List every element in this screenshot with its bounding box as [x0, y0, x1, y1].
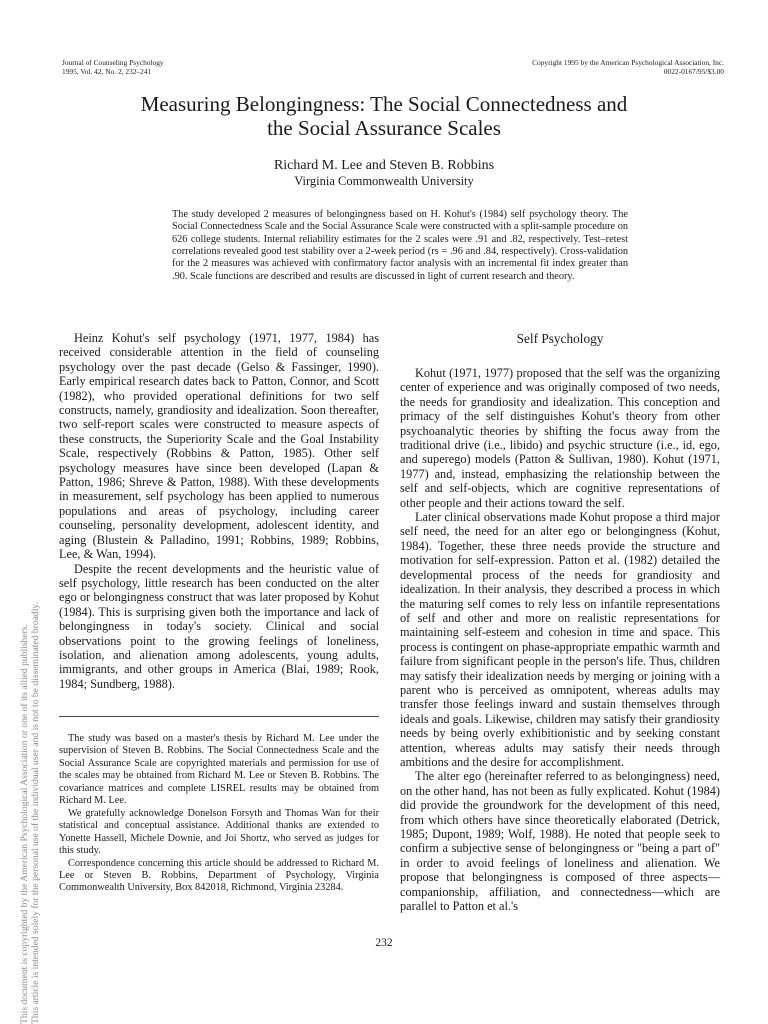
- side-notice-line-2: This article is intended solely for the personal use of the individual user and is not to be disseminated broadly.: [30, 602, 41, 1024]
- journal-name: Journal of Counseling Psychology: [62, 58, 164, 67]
- footnote: We gratefully acknowledge Donelson Forsyth and Thomas Wan for their statistical and conceptual assistance. Additional thanks are extended to Yonette Hassell, Michele Downie, and Joi Shortz, who served as judges for this study.: [59, 807, 379, 857]
- section-heading: Self Psychology: [516, 331, 604, 346]
- right-column: [400, 331, 720, 913]
- body-paragraph: Later clinical observations made Kohut propose a third major self need, the need for an alter ego or belongingness (Kohut, 1984). Together, these three needs provide the structure and motivation for self-expression. Patton et al. (1982) detailed the developmental process of the needs for grandiosity and idealization. In their analysis, they described a process in which the maturing self comes to rely less on infantile representations of self and other and more on realistic representations for maintaining self-esteem and cohesion in time and space. This process is contingent on phase-appropriate empathic warmth and failure from significant people in the person's life. Thus, children may satisfy their idealization needs by merging or joining with a parent who is perceived as omnipotent, whereas adults may transfer those feelings inward and sustain themselves through ideals and goals. Likewise, children may satisfy their grandiosity needs by being overly exhibitionistic and by seeking constant attention, whereas adults may satisfy their needs through ambitions and the desire for accomplishment.: [400, 510, 720, 769]
- title-line-1: Measuring Belongingness: The Social Connectedness and: [140, 92, 628, 116]
- footnote: Correspondence concerning this article should be addressed to Richard M. Lee or Steven B. Robbins, Department of Psychology, Virginia Commonwealth University, Box 842018, Richmond, Virginia 23284.: [59, 857, 379, 894]
- footnotes: [59, 733, 379, 895]
- copyright-header: [532, 59, 724, 76]
- body-paragraph: Despite the recent developments and the heuristic value of self psychology, little research has been conducted on the alter ego or belongingness construct that was later proposed by Kohut (1984). This is surprising given both the importance and lack of belongingness in today's society. Clinical and social observations point to the growing feelings of loneliness, isolation, and alienation among adolescents, young adults, immigrants, and other groups in America (Blai, 1989; Rook, 1984; Sundberg, 1988).: [59, 561, 379, 691]
- body-paragraph: Kohut (1971, 1977) proposed that the self was the organizing center of experience and was originally composed of two needs, the needs for grandiosity and idealization. This conception and primacy of the self distinguishes Kohut's theory from other psychoanalytic theories by shifting the focus away from the traditional drive (i.e., libido) and psychic structure (i.e., id, ego, and superego) models (Patton & Sullivan, 1980). Kohut (1971, 1977) and, instead, emphasizing the relationship between the self and self-objects, which are cognitive representations of other people and their actions toward the self.: [400, 366, 720, 510]
- body-paragraph: The alter ego (hereinafter referred to as belongingness) need, on the other hand, has not been as fully explicated. Kohut (1984) did provide the groundwork for the development of this need, from which others have since theoretically elaborated (Detrick, 1985; Dupont, 1989; Wolf, 1988). He noted that people seek to confirm a subjective sense of belongingness or "being a part of" in order to avoid feelings of loneliness and alienation. We propose that belongingness is composed of three aspects—companionship, affiliation, and connectedness—which are parallel to Patton et al.'s: [400, 769, 720, 914]
- footnote-divider: [59, 716, 379, 717]
- authors: Richard M. Lee and Steven B. Robbins: [273, 158, 495, 173]
- issn-code: 0022-0167/95/$3.00: [663, 66, 724, 76]
- affiliation: Virginia Commonwealth University: [294, 174, 474, 188]
- journal-header: [62, 59, 164, 76]
- copyright-line: Copyright 1995 by the American Psychological Association, Inc.: [532, 58, 724, 67]
- title-line-2: the Social Assurance Scales: [267, 115, 501, 140]
- left-column: [59, 331, 379, 691]
- page-number: 232: [375, 937, 393, 949]
- abstract: The study developed 2 measures of belongingness based on H. Kohut's (1984) self psychology theory. The Social Connectedness Scale and the Social Assurance Scale were constructed with a split-sample procedure on 626 college students. Internal reliability estimates for the 2 scales were .91 and .82, respectively. Test–retest correlations revealed good test stability over a 2-week period (rs = .96 and .84, respectively). Cross-validation for the 2 measures was achieved with confirmatory factor analysis with an incremental fit index greater than .90. Scale functions are described and results are discussed in light of current research and theory.: [172, 209, 628, 282]
- body-paragraph: Heinz Kohut's self psychology (1971, 1977, 1984) has received considerable attention in the field of counseling psychology over the past decade (Gelso & Fassinger, 1990). Early empirical research dates back to Patton, Connor, and Scott (1982), who provided operational definitions for two self constructs, namely, grandiosity and idealization. Soon thereafter, two self-report scales were constructed to measure aspects of these constructs, the Superiority Scale and the Goal Instability Scale, respectively (Robbins & Patton, 1985). Other self psychology measures have since been developed (Lapan & Patton, 1986; Shreve & Patton, 1988). With these developments in measurement, self psychology has been applied to numerous populations and areas of psychology, including career counseling, personality development, adolescent identity, and aging (Blustein & Palladino, 1991; Robbins, 1989; Robbins, Lee, & Wan, 1994).: [59, 331, 379, 562]
- copyright-side-notice: [19, 264, 41, 1024]
- side-notice-line-1: This document is copyrighted by the American Psychological Association or one of its allied publishers.: [19, 624, 30, 1024]
- volume-info: 1995, Vol. 42, No. 2, 232–241: [62, 66, 152, 76]
- article-title: [0, 93, 768, 140]
- footnote: The study was based on a master's thesis by Richard M. Lee under the supervision of Steven B. Robbins. The Social Connectedness Scale and the Social Assurance Scale are copyrighted materials and permission for use of the scales may be obtained from Richard M. Lee or Steven B. Robbins. The covariance matrices and complete LISREL results may be obtained from Richard M. Lee.: [59, 733, 379, 807]
